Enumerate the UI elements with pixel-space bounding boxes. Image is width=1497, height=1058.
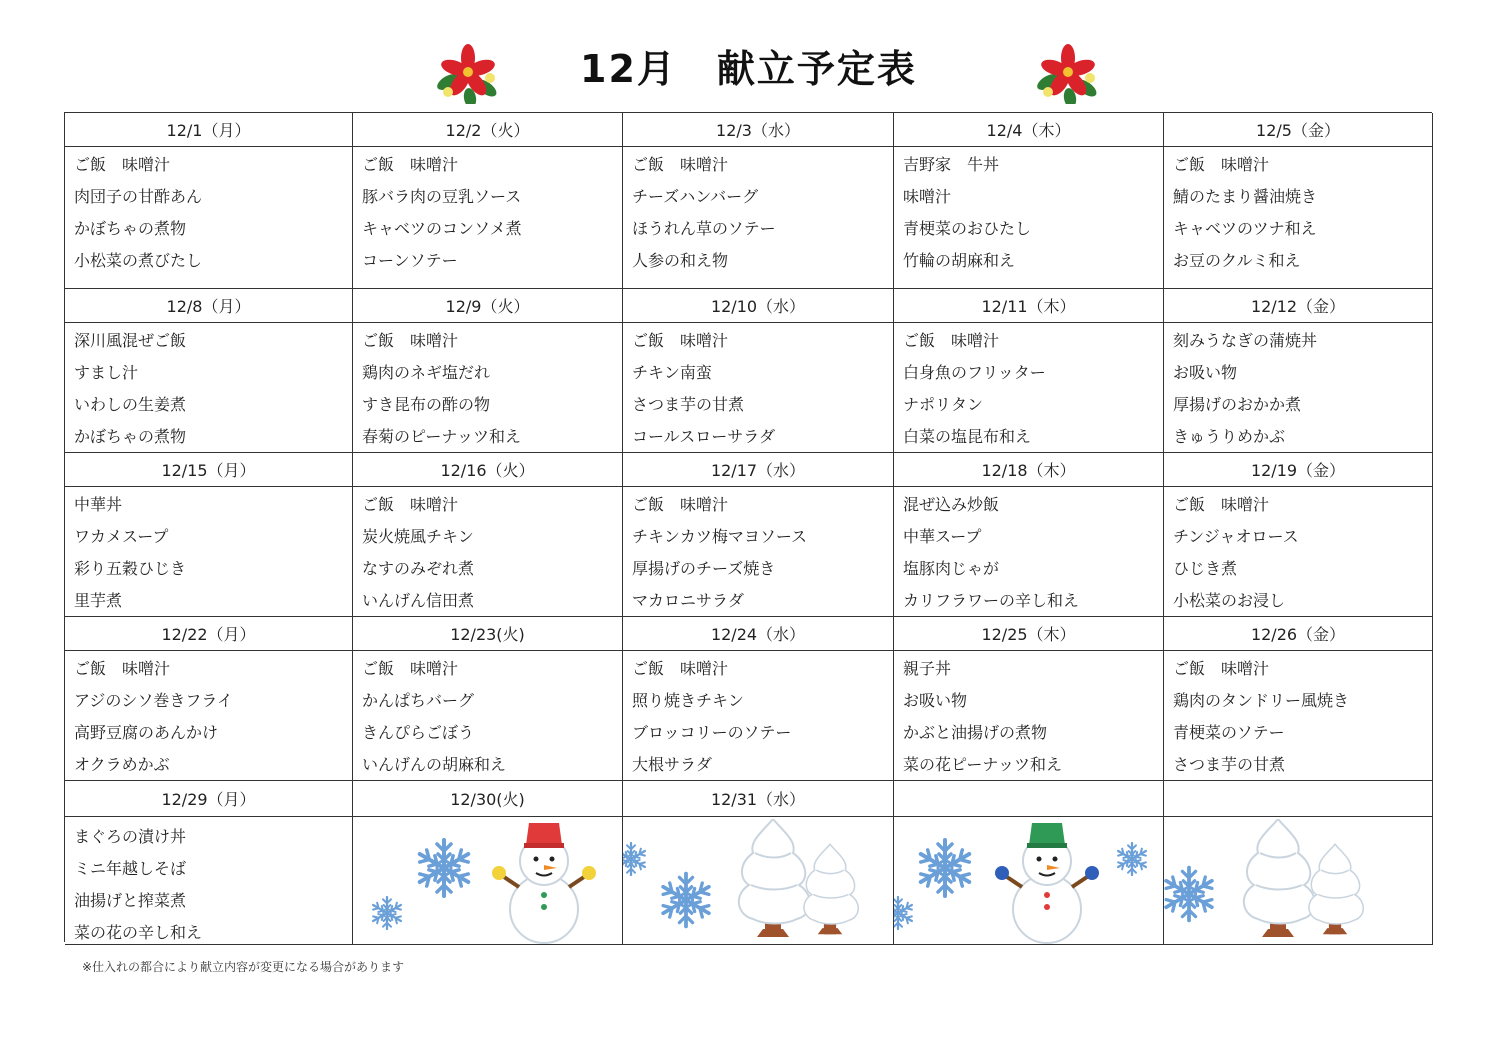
menu-item: 白身魚のフリッター <box>903 363 1046 382</box>
menu-cell <box>1164 323 1433 453</box>
menu-item: 人参の和え物 <box>632 251 729 270</box>
menu-item: 混ぜ込み炒飯 <box>903 495 1000 514</box>
snowflake-icon <box>1164 861 1222 927</box>
date-header: 12/17（水） <box>623 453 894 487</box>
menu-cell <box>353 323 623 453</box>
snowman-icon <box>992 819 1102 945</box>
menu-cell <box>623 147 894 289</box>
menu-cell <box>1164 147 1433 289</box>
date-header: 12/12（金） <box>1164 289 1433 323</box>
date-header: 12/8（月） <box>65 289 353 323</box>
menu-item: 厚揚げのチーズ焼き <box>632 559 776 578</box>
snowflake-icon <box>910 833 980 903</box>
menu-item: かぼちゃの煮物 <box>74 427 187 446</box>
menu-item: ひじき煮 <box>1173 559 1238 578</box>
menu-item: きゅうりめかぶ <box>1173 427 1286 446</box>
menu-item: 菜の花ピーナッツ和え <box>903 755 1063 774</box>
menu-item: ワカメスープ <box>74 527 169 546</box>
menu-item: 鯖のたまり醤油焼き <box>1173 187 1318 206</box>
menu-item: ご飯 味噌汁 <box>362 331 459 350</box>
menu-item: 中華スープ <box>903 527 982 546</box>
menu-item: ご飯 味噌汁 <box>1173 155 1270 174</box>
menu-item: 里芋煮 <box>74 591 123 610</box>
menu-item: マカロニサラダ <box>632 591 744 610</box>
menu-item: 青梗菜のソテー <box>1173 723 1285 742</box>
menu-cell <box>353 487 623 617</box>
menu-cell <box>65 817 353 945</box>
date-header: 12/30(火) <box>353 781 623 817</box>
snow-tree-icon <box>1306 843 1364 937</box>
menu-item: ご飯 味噌汁 <box>362 495 459 514</box>
menu-item: 白菜の塩昆布和え <box>903 427 1032 446</box>
menu-item: コーンソテー <box>362 251 458 270</box>
date-header: 12/23(火) <box>353 617 623 651</box>
menu-item: ミニ年越しそば <box>74 859 187 878</box>
menu-item: 春菊のピーナッツ和え <box>362 427 522 446</box>
menu-item: コールスローサラダ <box>632 427 776 446</box>
menu-item: キャベツのツナ和え <box>1173 219 1317 238</box>
menu-item: ご飯 味噌汁 <box>74 155 171 174</box>
date-header: 12/22（月） <box>65 617 353 651</box>
menu-item: 厚揚げのおかか煮 <box>1173 395 1302 414</box>
snowflake-icon <box>894 893 918 933</box>
date-header: 12/4（木） <box>894 113 1164 147</box>
date-header: 12/10（水） <box>623 289 894 323</box>
snowflake-icon <box>367 893 407 933</box>
menu-item: いんげん信田煮 <box>362 591 475 610</box>
snowflake-icon <box>623 839 651 879</box>
menu-cell <box>1164 651 1433 781</box>
date-header: 12/26（金） <box>1164 617 1433 651</box>
menu-item: 塩豚肉じゃが <box>903 559 1000 578</box>
menu-item: 肉団子の甘酢あん <box>74 187 203 206</box>
menu-item: かぼちゃの煮物 <box>74 219 187 238</box>
date-header <box>894 781 1164 817</box>
menu-item: ご飯 味噌汁 <box>1173 495 1270 514</box>
menu-cell <box>894 323 1164 453</box>
menu-item: アジのシソ巻きフライ <box>74 691 233 710</box>
snowflake-icon <box>1112 839 1152 879</box>
menu-cell <box>65 651 353 781</box>
menu-item: ご飯 味噌汁 <box>903 331 1000 350</box>
menu-item: 小松菜の煮びたし <box>74 251 203 270</box>
menu-item: ご飯 味噌汁 <box>632 155 729 174</box>
menu-item: チンジャオロース <box>1173 527 1299 546</box>
menu-item: 豚バラ肉の豆乳ソース <box>362 187 522 206</box>
date-header: 12/31（水） <box>623 781 894 817</box>
decoration-cell <box>353 817 623 945</box>
decoration-cell <box>894 817 1164 945</box>
menu-item: さつま芋の甘煮 <box>632 395 745 414</box>
menu-item: オクラめかぶ <box>74 755 170 774</box>
menu-cell <box>894 651 1164 781</box>
menu-item: 吉野家 牛丼 <box>903 155 1000 174</box>
date-header: 12/3（水） <box>623 113 894 147</box>
snow-tree-icon <box>801 843 859 937</box>
menu-item: なすのみぞれ煮 <box>362 559 475 578</box>
menu-item: お吸い物 <box>903 691 968 710</box>
menu-item: きんぴらごぼう <box>362 723 475 742</box>
menu-item: ご飯 味噌汁 <box>632 331 729 350</box>
menu-item: ご飯 味噌汁 <box>1173 659 1270 678</box>
date-header: 12/25（木） <box>894 617 1164 651</box>
date-header: 12/1（月） <box>65 113 353 147</box>
menu-item: 鶏肉のネギ塩だれ <box>362 363 491 382</box>
menu-item: 彩り五穀ひじき <box>74 559 187 578</box>
snowflake-icon <box>653 867 719 933</box>
menu-item: 鶏肉のタンドリー風焼き <box>1173 691 1350 710</box>
date-header: 12/19（金） <box>1164 453 1433 487</box>
menu-item: 中華丼 <box>74 495 123 514</box>
menu-item: 刻みうなぎの蒲焼丼 <box>1173 331 1318 350</box>
menu-item: チキンカツ梅マヨソース <box>632 527 808 546</box>
menu-item: 炭火焼風チキン <box>362 527 474 546</box>
menu-item: 青梗菜のおひたし <box>903 219 1032 238</box>
menu-cell <box>623 323 894 453</box>
menu-item: ご飯 味噌汁 <box>632 495 729 514</box>
menu-item: ブロッコリーのソテー <box>632 723 792 742</box>
date-header: 12/29（月） <box>65 781 353 817</box>
menu-cell <box>65 323 353 453</box>
menu-cell <box>1164 487 1433 617</box>
menu-item: まぐろの漬け丼 <box>74 827 187 846</box>
menu-item: 高野豆腐のあんかけ <box>74 723 219 742</box>
snow-tree-icon <box>735 819 811 939</box>
menu-cell <box>65 147 353 289</box>
snow-tree-icon <box>1240 819 1316 939</box>
menu-item: すき昆布の酢の物 <box>362 395 491 414</box>
menu-cell <box>353 651 623 781</box>
date-header: 12/5（金） <box>1164 113 1433 147</box>
poinsettia-icon-right <box>1034 44 1104 104</box>
menu-item: ご飯 味噌汁 <box>362 155 459 174</box>
menu-item: ナポリタン <box>903 395 984 414</box>
menu-item: いんげんの胡麻和え <box>362 755 507 774</box>
menu-item: さつま芋の甘煮 <box>1173 755 1286 774</box>
menu-item: いわしの生姜煮 <box>74 395 187 414</box>
menu-cell <box>623 487 894 617</box>
menu-cell <box>894 147 1164 289</box>
menu-item: カリフラワーの辛し和え <box>903 591 1080 610</box>
menu-item: ご飯 味噌汁 <box>362 659 459 678</box>
menu-cell <box>65 487 353 617</box>
menu-item: お吸い物 <box>1173 363 1238 382</box>
snowman-icon <box>489 819 599 945</box>
menu-item: かんぱちバーグ <box>362 691 475 710</box>
menu-item: 味噌汁 <box>903 187 952 206</box>
menu-item: チキン南蛮 <box>632 363 712 382</box>
date-header: 12/11（木） <box>894 289 1164 323</box>
menu-cell <box>353 147 623 289</box>
date-header <box>1164 781 1433 817</box>
menu-item: ご飯 味噌汁 <box>632 659 729 678</box>
menu-item: キャベツのコンソメ煮 <box>362 219 522 238</box>
date-header: 12/9（火） <box>353 289 623 323</box>
menu-cell <box>894 487 1164 617</box>
menu-item: かぶと油揚げの煮物 <box>903 723 1048 742</box>
decoration-cell <box>623 817 894 945</box>
menu-item: 大根サラダ <box>632 755 712 774</box>
menu-item: 親子丼 <box>903 659 952 678</box>
menu-item: 油揚げと搾菜煮 <box>74 891 187 910</box>
menu-item: お豆のクルミ和え <box>1173 251 1301 270</box>
date-header: 12/16（火） <box>353 453 623 487</box>
menu-cell <box>623 651 894 781</box>
menu-item: 深川風混ぜご飯 <box>74 331 187 350</box>
menu-item: 照り焼きチキン <box>632 691 744 710</box>
decoration-cell <box>1164 817 1433 945</box>
date-header: 12/15（月） <box>65 453 353 487</box>
menu-item: 小松菜のお浸し <box>1173 591 1286 610</box>
menu-item: ご飯 味噌汁 <box>74 659 171 678</box>
menu-item: 菜の花の辛し和え <box>74 923 203 942</box>
menu-item: チーズハンバーグ <box>632 187 759 206</box>
snowflake-icon <box>409 833 479 903</box>
menu-item: ほうれん草のソテー <box>632 219 776 238</box>
date-header: 12/24（水） <box>623 617 894 651</box>
page-title: 12月 献立予定表 <box>580 47 917 91</box>
menu-item: すまし汁 <box>74 363 139 382</box>
menu-table <box>64 112 1432 942</box>
date-header: 12/18（木） <box>894 453 1164 487</box>
date-header: 12/2（火） <box>353 113 623 147</box>
footnote: ※仕入れの都合により献立内容が変更になる場合があります <box>82 960 405 974</box>
menu-item: 竹輪の胡麻和え <box>903 251 1016 270</box>
